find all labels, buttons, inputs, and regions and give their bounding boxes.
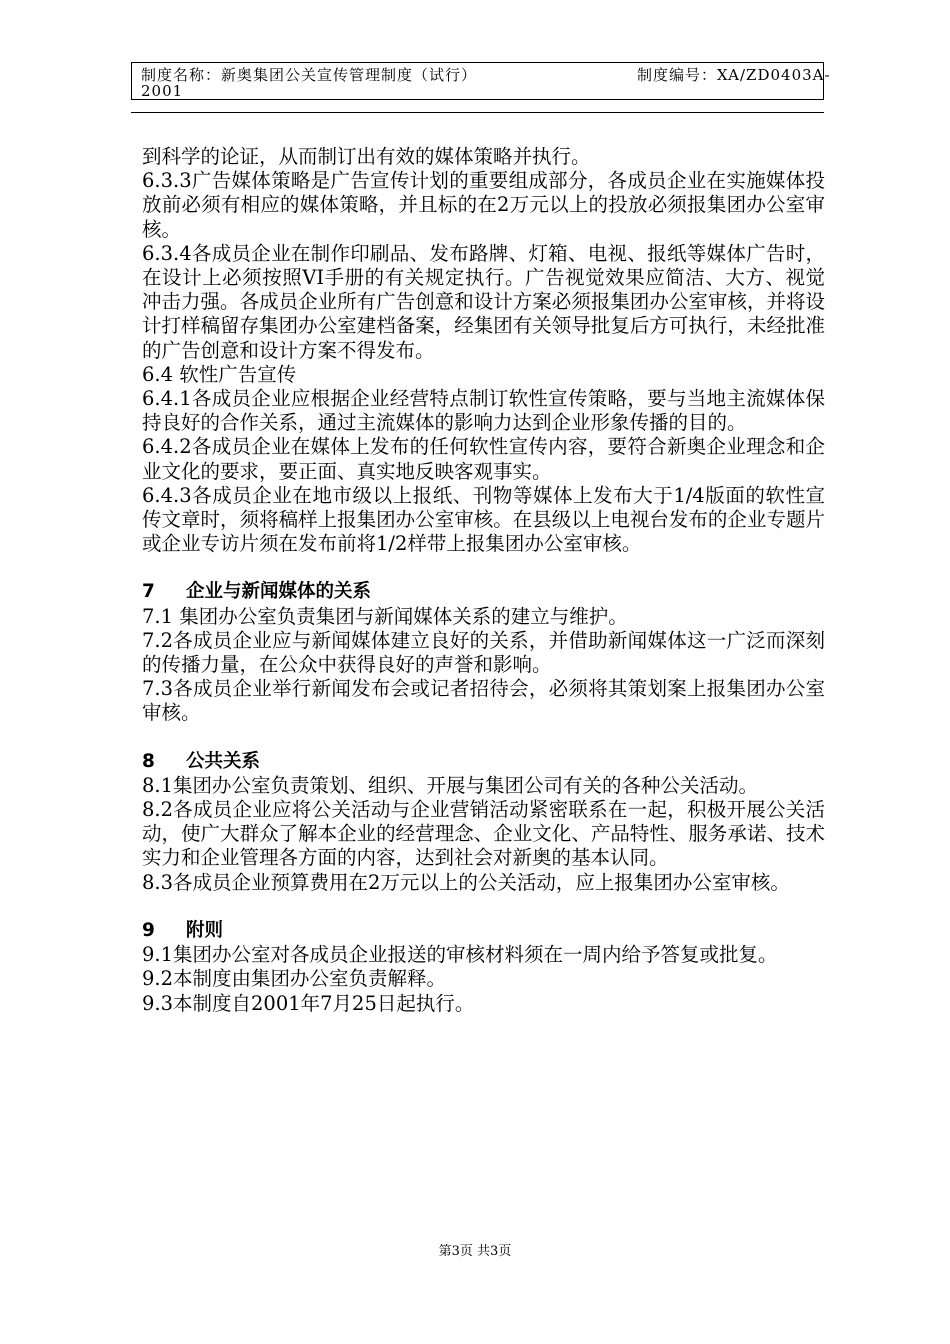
section-title: 企业与新闻媒体的关系 xyxy=(186,581,372,603)
paragraph: 6.4.1各成员企业应根据企业经营特点制订软性宣传策略，要与当地主流媒体保持良好的合作关系，通过主流媒体的影响力达到企业形象传播的目的。 xyxy=(142,387,825,435)
paragraph: 7.2各成员企业应与新闻媒体建立良好的关系，并借助新闻媒体这一广泛而深刻的传播力量，在公众中获得良好的声誉和影响。 xyxy=(142,628,825,677)
paragraph: 6.4.2各成员企业在媒体上发布的任何软性宣传内容，要符合新奥企业理念和企业文化的要求，要正面、真实地反映客观事实。 xyxy=(142,435,825,483)
subsection-heading: 6.4 软性广告宣传 xyxy=(142,362,297,386)
document-header xyxy=(131,62,831,100)
system-code: 制度编号：XA/ZD0403A- xyxy=(637,66,831,84)
paragraph: 9.3本制度自2001年7月25日起执行。 xyxy=(142,991,475,1015)
page-number: 第3页 共3页 xyxy=(438,1244,512,1259)
paragraph: 6.3.4各成员企业在制作印刷品、发布路牌、灯箱、电视、报纸等媒体广告时，在设计上必须按照VI手册的有关规定执行。广告视觉效果应简洁、大方、视觉冲击力强。各成员企业所有广告创意和设计方案必须报集团办公室审核，并将设计打样稿留存集团办公室建档备案，经集团有关领导批复后方可执行，未经批准的广告创意和设计方案不得发布。 xyxy=(142,241,825,362)
paragraph: 7.1 集团办公室负责集团与新闻媒体关系的建立与维护。 xyxy=(142,604,628,628)
paragraph: 7.3各成员企业举行新闻发布会或记者招待会，必须将其策划案上报集团办公室审核。 xyxy=(142,677,825,725)
section-number: 8 xyxy=(142,750,155,772)
document-body xyxy=(142,145,825,1016)
section-number: 7 xyxy=(142,581,155,603)
paragraph: 到科学的论证，从而制订出有效的媒体策略并执行。 xyxy=(142,145,591,168)
section-heading-9 xyxy=(142,919,825,943)
paragraph: 9.1集团办公室对各成员企业报送的审核材料须在一周内给予答复或批复。 xyxy=(142,943,778,967)
header-rule xyxy=(131,112,824,113)
system-code-tail: 2001 xyxy=(141,82,184,100)
paragraph: 8.2各成员企业应将公关活动与企业营销活动紧密联系在一起，积极开展公关活动，使广大群众了解本企业的经营理念、企业文化、产品特性、服务承诺、技术实力和企业管理各方面的内容，达到社会对新奥的基本认同。 xyxy=(142,798,825,870)
paragraph: 8.1集团办公室负责策划、组织、开展与集团公司有关的各种公关活动。 xyxy=(142,773,759,797)
section-title: 附则 xyxy=(186,919,224,941)
section-number: 9 xyxy=(142,919,155,941)
paragraph: 6.4.3各成员企业在地市级以上报纸、刊物等媒体上发布大于1/4版面的软性宣传文章时，须将稿样上报集团办公室审核。在县级以上电视台发布的企业专题片或企业专访片须在发布前将1/2样带上报集团办公室审核。 xyxy=(142,483,825,556)
system-name: 制度名称：新奥集团公关宣传管理制度（试行） xyxy=(141,66,478,84)
section-heading-7 xyxy=(142,580,825,604)
paragraph: 6.3.3广告媒体策略是广告宣传计划的重要组成部分，各成员企业在实施媒体投放前必须有相应的媒体策略，并且标的在2万元以上的投放必须报集团办公室审核。 xyxy=(142,169,825,241)
paragraph: 9.2本制度由集团办公室负责解释。 xyxy=(142,967,447,991)
paragraph: 8.3各成员企业预算费用在2万元以上的公关活动，应上报集团办公室审核。 xyxy=(142,870,790,894)
section-heading-8 xyxy=(142,750,825,774)
section-title: 公共关系 xyxy=(186,750,261,772)
